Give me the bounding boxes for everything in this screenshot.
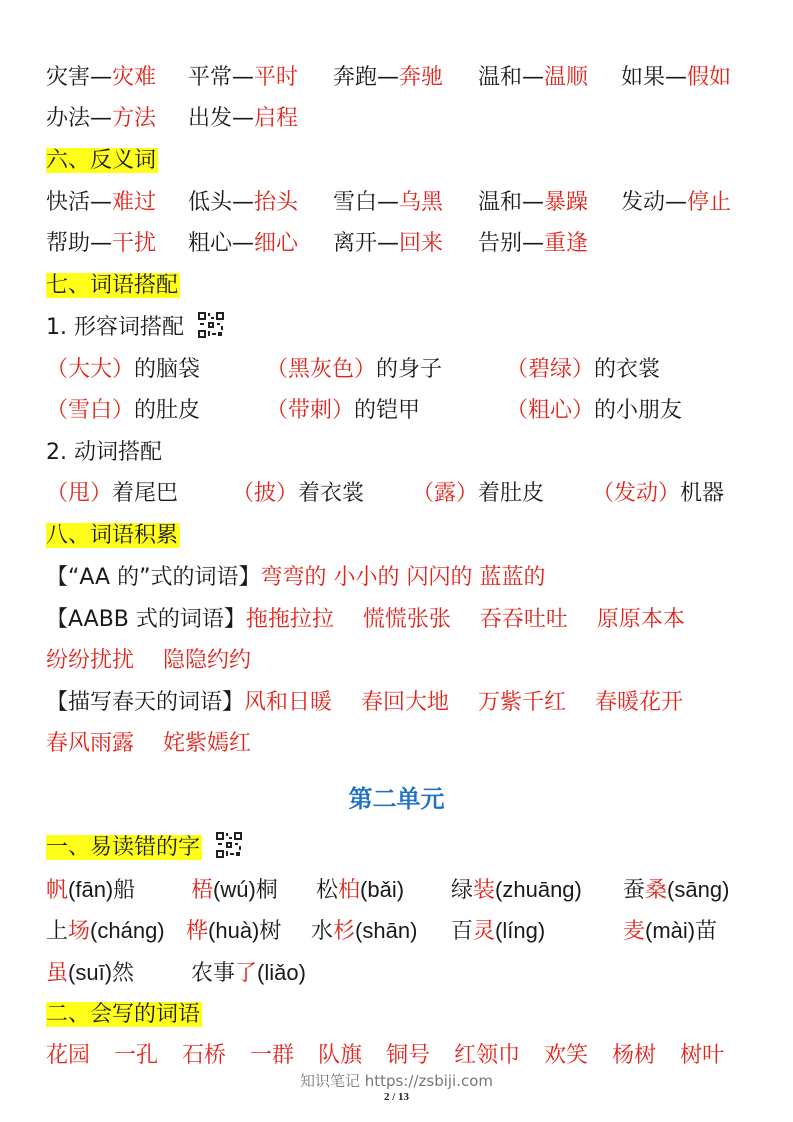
word: 一群 <box>250 1043 295 1068</box>
collocation: （大大）的脑袋 <box>46 357 201 382</box>
collocation: （甩）着尾巴 <box>46 481 179 506</box>
word-pair: 温和—暴躁 <box>478 190 589 215</box>
unit-title: 第二单元 <box>348 785 445 813</box>
pinyin-word: 虽(suī)然 <box>46 960 135 986</box>
antonym-row-1 <box>46 188 763 218</box>
pinyin-word: 帆(fān)船 <box>46 877 136 903</box>
word-pair: 告别—重逢 <box>478 231 589 256</box>
qr-code-icon[interactable] <box>215 831 243 859</box>
subheading-adjective: 1. 形容词搭配 <box>46 313 763 343</box>
collocation: （带刺）的铠甲 <box>266 398 421 423</box>
page-number: 2 / 13 <box>383 1091 410 1103</box>
word-pair: 快活—难过 <box>46 190 157 215</box>
section-heading-collocations: 七、词语搭配 <box>46 273 179 298</box>
writing-words-row <box>46 1041 763 1071</box>
word-pair: 奔跑—奔驰 <box>333 65 444 90</box>
word-pair: 出发—启程 <box>188 106 299 131</box>
adjective-row-2 <box>46 396 763 426</box>
word: 铜号 <box>386 1043 431 1068</box>
pinyin-word: 梧(wú)桐 <box>191 877 278 903</box>
pinyin-word: 蚕桑(sāng) <box>623 877 730 903</box>
word: 队旗 <box>318 1043 363 1068</box>
word-pair: 帮助—干扰 <box>46 231 157 256</box>
word: 石桥 <box>182 1043 227 1068</box>
pinyin-word: 麦(mài)苗 <box>623 918 718 944</box>
pinyin-word: 百灵(líng) <box>451 918 546 944</box>
pinyin-word: 桦(huà)树 <box>186 918 282 944</box>
word-pair: 平常—平时 <box>188 65 299 90</box>
pinyin-word: 绿装(zhuāng) <box>451 877 582 903</box>
word-pair: 如果—假如 <box>621 65 732 90</box>
synonym-row-2 <box>46 104 763 134</box>
collocation: （雪白）的肚皮 <box>46 398 201 423</box>
accumulation-spring-cont: 春风雨露 姹紫嫣红 <box>46 731 251 756</box>
antonym-row-2 <box>46 229 763 259</box>
pinyin-row-3 <box>46 958 763 989</box>
verb-row <box>46 479 763 509</box>
pinyin-word: 上场(cháng) <box>46 918 165 944</box>
subheading-verb: 2. 动词搭配 <box>46 440 162 465</box>
adjective-row-1 <box>46 355 763 385</box>
collocation: （黑灰色）的身子 <box>266 357 443 382</box>
pinyin-row-2 <box>46 916 763 947</box>
section-heading-antonyms: 六、反义词 <box>46 148 157 173</box>
word-pair: 温和—温顺 <box>478 65 589 90</box>
accumulation-aa: 【“AA 的”式的词语】弯弯的 小小的 闪闪的 蓝蓝的 <box>46 565 546 590</box>
word: 欢笑 <box>544 1043 589 1068</box>
collocation: （露）着肚皮 <box>412 481 545 506</box>
synonym-row-1 <box>46 63 763 93</box>
collocation: （发动）机器 <box>592 481 725 506</box>
word: 树叶 <box>680 1043 725 1068</box>
word: 一孔 <box>114 1043 159 1068</box>
pinyin-word: 水杉(shān) <box>311 918 418 944</box>
accumulation-aabb-cont: 纷纷扰扰 隐隐约约 <box>46 648 251 673</box>
word-pair: 雪白—乌黑 <box>333 190 444 215</box>
collocation: （披）着衣裳 <box>232 481 365 506</box>
accumulation-spring: 【描写春天的词语】风和日暖 春回大地 万紫千红 春暖花开 <box>46 690 683 715</box>
section-heading-accumulation: 八、词语积累 <box>46 523 179 548</box>
qr-code-icon[interactable] <box>197 311 225 339</box>
collocation: （碧绿）的衣裳 <box>506 357 661 382</box>
word: 红领巾 <box>454 1043 521 1068</box>
pinyin-word: 松柏(bǎi) <box>316 877 405 903</box>
word-pair: 粗心—细心 <box>188 231 299 256</box>
section-heading-misread: 一、易读错的字 <box>46 833 763 863</box>
word-pair: 灾害—灾难 <box>46 65 157 90</box>
collocation: （粗心）的小朋友 <box>506 398 683 423</box>
pinyin-word: 农事了(liǎo) <box>191 960 306 986</box>
word-pair: 发动—停止 <box>621 190 732 215</box>
accumulation-aabb: 【AABB 式的词语】拖拖拉拉 慌慌张张 吞吞吐吐 原原本本 <box>46 607 685 632</box>
word-pair: 低头—抬头 <box>188 190 299 215</box>
word-pair: 离开—回来 <box>333 231 444 256</box>
section-heading-writing: 二、会写的词语 <box>46 1002 201 1027</box>
pinyin-row-1 <box>46 875 763 906</box>
word-pair: 办法—方法 <box>46 106 157 131</box>
word: 花园 <box>46 1043 91 1068</box>
footer-watermark: 知识笔记 https://zsbiji.com <box>299 1072 494 1090</box>
word: 杨树 <box>612 1043 657 1068</box>
